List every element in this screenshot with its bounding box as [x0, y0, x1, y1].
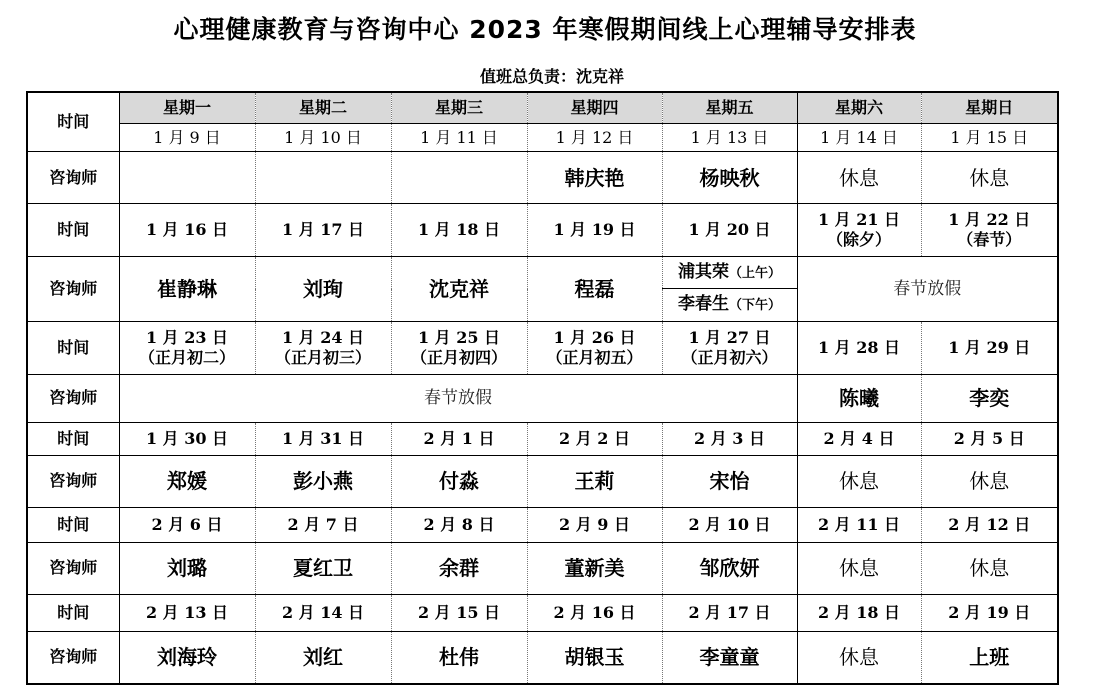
date-cell	[255, 321, 391, 374]
date-cell: 2 月 18 日	[797, 595, 921, 631]
date-note: （正月初三）	[274, 347, 371, 367]
counselor-cell: 董新美	[527, 542, 662, 595]
rest-cell: 休息	[797, 151, 921, 204]
counselor-cell: 韩庆艳	[527, 151, 662, 204]
week6-counselor-row	[27, 631, 1058, 684]
counselor-cell: 彭小燕	[255, 455, 391, 508]
date-cell: 2 月 4 日	[797, 423, 921, 455]
counselor-cell	[255, 151, 391, 204]
counselor-cell: 刘珣	[255, 257, 391, 322]
date-cell: 2 月 10 日	[662, 508, 797, 542]
counselor-cell	[391, 151, 527, 204]
counselor-cell: 杨映秋	[662, 151, 797, 204]
row-label-time: 时间	[27, 595, 119, 631]
date-note: （除夕）	[826, 230, 891, 250]
week2-date-row	[27, 204, 1058, 257]
date-text: 1 月 26 日	[553, 327, 636, 347]
counselor-cell: 刘海玲	[119, 631, 255, 684]
rest-cell: 休息	[921, 542, 1058, 595]
counselor-cell	[119, 151, 255, 204]
date-cell: 2 月 19 日	[921, 595, 1058, 631]
date-cell	[391, 321, 527, 374]
counselor-cell: 郑媛	[119, 455, 255, 508]
row-label-time: 时间	[27, 508, 119, 542]
row-label-counselor: 咨询师	[27, 257, 119, 322]
week2-counselor-row-am	[27, 257, 1058, 289]
counselor-cell: 崔静琳	[119, 257, 255, 322]
date-text: 1 月 25 日	[417, 327, 501, 347]
weekday-sat: 星期六	[797, 92, 921, 124]
counselor-cell: 沈克祥	[391, 257, 527, 322]
date-cell: 1 月 14 日	[797, 124, 921, 151]
counselor-am-name: 浦其荣	[677, 261, 729, 282]
date-cell	[921, 204, 1058, 257]
date-cell: 1 月 18 日	[391, 204, 527, 257]
weekday-mon: 星期一	[119, 92, 255, 124]
counselor-cell: 邹欣妍	[662, 542, 797, 595]
date-cell: 2 月 5 日	[921, 423, 1058, 455]
counselor-cell: 刘红	[255, 631, 391, 684]
counselor-cell: 王莉	[527, 455, 662, 508]
date-cell: 2 月 3 日	[662, 423, 797, 455]
holiday-merged-cell: 春节放假	[119, 374, 797, 423]
weekday-fri: 星期五	[662, 92, 797, 124]
schedule-table	[26, 91, 1059, 685]
date-cell: 1 月 11 日	[391, 124, 527, 151]
date-note: （正月初六）	[681, 347, 778, 367]
date-cell: 1 月 10 日	[255, 124, 391, 151]
date-text: 1 月 22 日	[948, 210, 1031, 230]
row-label-counselor: 咨询师	[27, 455, 119, 508]
weekday-sun: 星期日	[921, 92, 1058, 124]
weekday-header-row	[27, 92, 1058, 124]
week4-counselor-row	[27, 455, 1058, 508]
weekday-thu: 星期四	[527, 92, 662, 124]
date-cell: 2 月 11 日	[797, 508, 921, 542]
date-note: （春节）	[957, 230, 1022, 250]
row-label-time: 时间	[27, 321, 119, 374]
date-cell: 2 月 2 日	[527, 423, 662, 455]
week1-counselor-row	[27, 151, 1058, 204]
rest-cell: 休息	[797, 631, 921, 684]
date-cell: 1 月 16 日	[119, 204, 255, 257]
date-cell	[119, 321, 255, 374]
counselor-cell: 李奕	[921, 374, 1058, 423]
date-text: 1 月 21 日	[817, 210, 901, 230]
counselor-cell: 杜伟	[391, 631, 527, 684]
date-cell: 1 月 28 日	[797, 321, 921, 374]
row-label-time: 时间	[27, 92, 119, 151]
date-cell: 1 月 13 日	[662, 124, 797, 151]
date-cell: 2 月 13 日	[119, 595, 255, 631]
date-cell: 2 月 12 日	[921, 508, 1058, 542]
counselor-cell: 上班	[921, 631, 1058, 684]
date-note: （正月初二）	[138, 347, 235, 367]
date-cell	[662, 321, 797, 374]
date-cell: 2 月 7 日	[255, 508, 391, 542]
weekday-tue: 星期二	[255, 92, 391, 124]
counselor-am-cell	[662, 257, 797, 289]
date-cell: 2 月 1 日	[391, 423, 527, 455]
date-cell: 2 月 16 日	[527, 595, 662, 631]
date-cell: 2 月 6 日	[119, 508, 255, 542]
date-note: （正月初四）	[410, 347, 507, 367]
date-text: 1 月 23 日	[145, 327, 229, 347]
counselor-cell: 李童童	[662, 631, 797, 684]
row-label-counselor: 咨询师	[27, 374, 119, 423]
date-cell: 1 月 29 日	[921, 321, 1058, 374]
counselor-cell: 余群	[391, 542, 527, 595]
row-label-time: 时间	[27, 204, 119, 257]
counselor-cell: 夏红卫	[255, 542, 391, 595]
week6-date-row	[27, 595, 1058, 631]
date-cell	[797, 204, 921, 257]
date-cell	[527, 321, 662, 374]
am-tag: （上午）	[728, 265, 781, 281]
date-cell: 1 月 30 日	[119, 423, 255, 455]
row-label-counselor: 咨询师	[27, 542, 119, 595]
week1-date-row	[27, 124, 1058, 151]
counselor-cell: 刘璐	[119, 542, 255, 595]
week5-counselor-row	[27, 542, 1058, 595]
page-title: 心理健康教育与咨询中心 2023 年寒假期间线上心理辅导安排表	[173, 15, 917, 44]
counselor-pm-cell	[662, 289, 797, 321]
pm-tag: （下午）	[728, 298, 781, 314]
date-cell: 2 月 17 日	[662, 595, 797, 631]
rest-cell: 休息	[921, 151, 1058, 204]
row-label-counselor: 咨询师	[27, 631, 119, 684]
date-cell: 1 月 9 日	[119, 124, 255, 151]
date-cell: 2 月 15 日	[391, 595, 527, 631]
weekday-wed: 星期三	[391, 92, 527, 124]
rest-cell: 休息	[797, 455, 921, 508]
row-label-counselor: 咨询师	[27, 151, 119, 204]
counselor-cell: 宋怡	[662, 455, 797, 508]
date-note: （正月初五）	[546, 347, 643, 367]
date-cell: 1 月 20 日	[662, 204, 797, 257]
date-cell: 2 月 8 日	[391, 508, 527, 542]
counselor-cell: 胡银玉	[527, 631, 662, 684]
rest-cell: 休息	[797, 542, 921, 595]
date-cell: 1 月 31 日	[255, 423, 391, 455]
counselor-pm-name: 李春生	[677, 294, 729, 315]
week3-date-row	[27, 321, 1058, 374]
counselor-cell: 陈曦	[797, 374, 921, 423]
week4-date-row	[27, 423, 1058, 455]
date-cell: 1 月 12 日	[527, 124, 662, 151]
counselor-cell: 程磊	[527, 257, 662, 322]
date-cell: 2 月 9 日	[527, 508, 662, 542]
week5-date-row	[27, 508, 1058, 542]
date-cell: 1 月 19 日	[527, 204, 662, 257]
week3-counselor-row	[27, 374, 1058, 423]
row-label-time: 时间	[27, 423, 119, 455]
holiday-merged-cell: 春节放假	[797, 257, 1058, 322]
date-text: 1 月 24 日	[281, 327, 365, 347]
date-text: 1 月 27 日	[688, 327, 771, 347]
date-cell: 1 月 15 日	[921, 124, 1058, 151]
rest-cell: 休息	[921, 455, 1058, 508]
date-cell: 1 月 17 日	[255, 204, 391, 257]
counselor-cell: 付淼	[391, 455, 527, 508]
duty-leader: 值班总负责：沈克祥	[480, 67, 625, 86]
date-cell: 2 月 14 日	[255, 595, 391, 631]
